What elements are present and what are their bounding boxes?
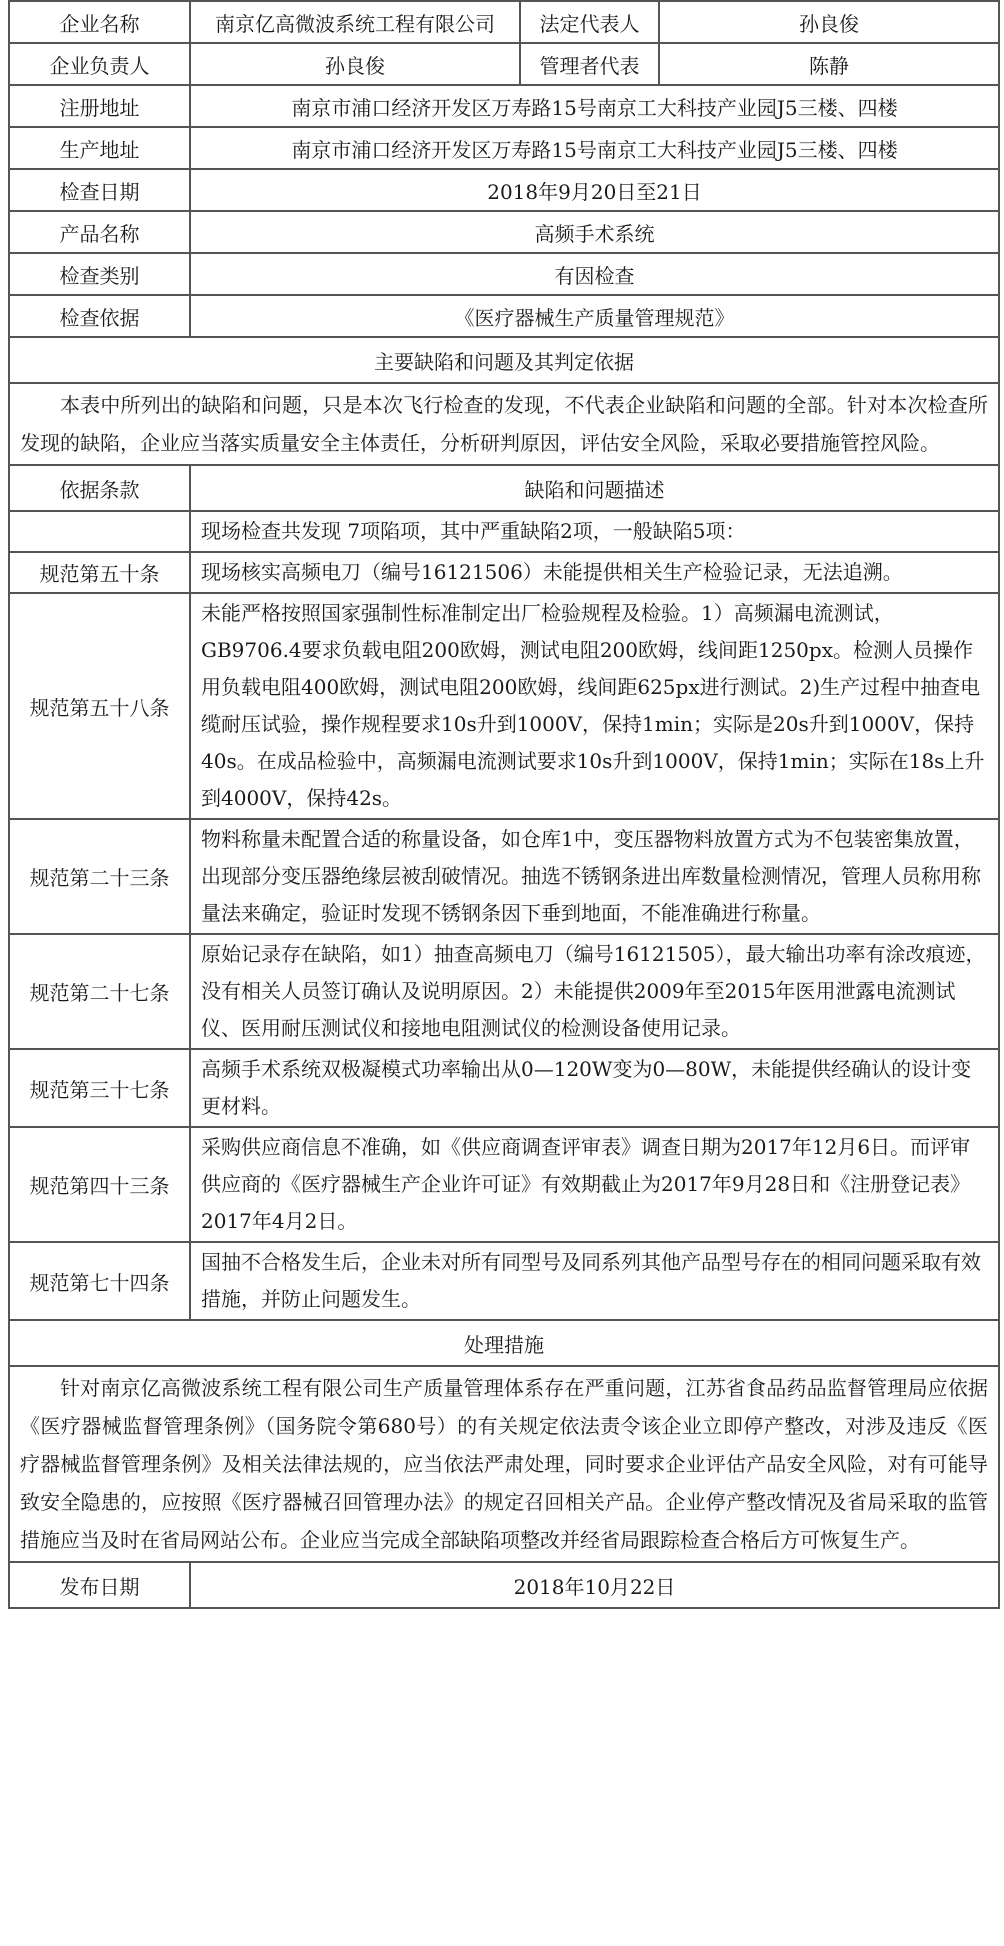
reg-address-label: 注册地址	[9, 85, 190, 127]
table-row	[9, 593, 999, 819]
defect-clause: 规范第二十七条	[9, 934, 190, 1049]
row-defects-summary	[9, 511, 999, 552]
inspection-type-label: 检查类别	[9, 253, 190, 295]
defect-clause: 规范第三十七条	[9, 1049, 190, 1127]
defect-description: 原始记录存在缺陷，如1）抽查高频电刀（编号16121505），最大输出功率有涂改痕迹，没有相关人员签订确认及说明原因。2）未能提供2009年至2015年医用泄露电流测试仪、医用耐压测试仪和接地电阻测试仪的检测设备使用记录。	[190, 934, 999, 1049]
product-value: 高频手术系统	[190, 211, 999, 253]
row-company	[9, 1, 999, 43]
col-header-clause: 依据条款	[9, 465, 190, 511]
row-defects-title	[9, 337, 999, 383]
row-defects-header	[9, 465, 999, 511]
table-row	[9, 1049, 999, 1127]
row-inspection-basis	[9, 295, 999, 337]
defect-clause: 规范第四十三条	[9, 1127, 190, 1242]
defects-intro-text: 本表中所列出的缺陷和问题，只是本次飞行检查的发现，不代表企业缺陷和问题的全部。针对本次检查所发现的缺陷，企业应当落实质量安全主体责任，分析研判原因，评估安全风险，采取必要措施管控风险。	[20, 393, 988, 455]
measures-title: 处理措施	[9, 1320, 999, 1366]
row-principal	[9, 43, 999, 85]
row-measures-title	[9, 1320, 999, 1366]
inspection-basis-label: 检查依据	[9, 295, 190, 337]
company-value: 南京亿高微波系统工程有限公司	[190, 1, 520, 43]
legal-rep-value: 孙良俊	[659, 1, 999, 43]
defects-section-title: 主要缺陷和问题及其判定依据	[9, 337, 999, 383]
mgmt-rep-value: 陈静	[659, 43, 999, 85]
principal-value: 孙良俊	[190, 43, 520, 85]
defect-clause: 规范第二十三条	[9, 819, 190, 934]
prod-address-label: 生产地址	[9, 127, 190, 169]
company-label: 企业名称	[9, 1, 190, 43]
defect-description: 物料称量未配置合适的称量设备，如仓库1中，变压器物料放置方式为不包装密集放置，出现部分变压器绝缘层被刮破情况。抽选不锈钢条进出库数量检测情况，管理人员称用称量法来确定，验证时发现不锈钢条因下垂到地面，不能准确进行称量。	[190, 819, 999, 934]
row-inspection-type	[9, 253, 999, 295]
inspection-date-value: 2018年9月20日至21日	[190, 169, 999, 211]
publish-date-value: 2018年10月22日	[190, 1562, 999, 1608]
row-publish-date	[9, 1562, 999, 1608]
prod-address-value: 南京市浦口经济开发区万寿路15号南京工大科技产业园J5三楼、四楼	[190, 127, 999, 169]
defect-description: 高频手术系统双极凝模式功率输出从0—120W变为0—80W，未能提供经确认的设计变更材料。	[190, 1049, 999, 1127]
inspection-basis-value: 《医疗器械生产质量管理规范》	[190, 295, 999, 337]
reg-address-value: 南京市浦口经济开发区万寿路15号南京工大科技产业园J5三楼、四楼	[190, 85, 999, 127]
defect-description: 国抽不合格发生后，企业未对所有同型号及同系列其他产品型号存在的相同问题采取有效措施，并防止问题发生。	[190, 1242, 999, 1320]
inspection-report-table	[8, 0, 1000, 1609]
table-row	[9, 1127, 999, 1242]
defect-description: 未能严格按照国家强制性标准制定出厂检验规程及检验。1）高频漏电流测试，GB9706.4要求负载电阻200欧姆，测试电阻200欧姆，线间距1250px。检测人员操作用负载电阻400欧姆，测试电阻200欧姆，线间距625px进行测试。2)生产过程中抽查电缆耐压试验，操作规程要求10s升到1000V，保持1min；实际是20s升到1000V，保持40s。在成品检验中，高频漏电流测试要求10s升到1000V，保持1min；实际在18s上升到4000V，保持42s。	[190, 593, 999, 819]
row-defects-intro	[9, 383, 999, 465]
row-product	[9, 211, 999, 253]
inspection-date-label: 检查日期	[9, 169, 190, 211]
col-header-description: 缺陷和问题描述	[190, 465, 999, 511]
row-reg-address	[9, 85, 999, 127]
defect-clause: 规范第五十八条	[9, 593, 190, 819]
defect-description: 采购供应商信息不准确，如《供应商调查评审表》调查日期为2017年12月6日。而评审供应商的《医疗器械生产企业许可证》有效期截止为2017年9月28日和《注册登记表》2017年4月2日。	[190, 1127, 999, 1242]
defect-clause: 规范第七十四条	[9, 1242, 190, 1320]
measures-cell	[9, 1366, 999, 1562]
summary-clause-cell	[9, 511, 190, 552]
legal-rep-label: 法定代表人	[520, 1, 659, 43]
principal-label: 企业负责人	[9, 43, 190, 85]
inspection-type-value: 有因检查	[190, 253, 999, 295]
defects-intro-cell	[9, 383, 999, 465]
table-row	[9, 934, 999, 1049]
defect-clause: 规范第五十条	[9, 552, 190, 593]
product-label: 产品名称	[9, 211, 190, 253]
table-row	[9, 552, 999, 593]
table-row	[9, 819, 999, 934]
row-inspection-date	[9, 169, 999, 211]
mgmt-rep-label: 管理者代表	[520, 43, 659, 85]
defects-summary: 现场检查共发现 7项陷项，其中严重缺陷2项，一般缺陷5项：	[190, 511, 999, 552]
table-row	[9, 1242, 999, 1320]
row-prod-address	[9, 127, 999, 169]
publish-date-label: 发布日期	[9, 1562, 190, 1608]
row-measures-text	[9, 1366, 999, 1562]
defect-description: 现场核实高频电刀（编号16121506）未能提供相关生产检验记录，无法追溯。	[190, 552, 999, 593]
measures-text: 针对南京亿高微波系统工程有限公司生产质量管理体系存在严重问题，江苏省食品药品监督管理局应依据《医疗器械监督管理条例》（国务院令第680号）的有关规定依法责令该企业立即停产整改，对涉及违反《医疗器械监督管理条例》及相关法律法规的，应当依法严肃处理，同时要求企业评估产品安全风险，对有可能导致安全隐患的，应按照《医疗器械召回管理办法》的规定召回相关产品。企业停产整改情况及省局采取的监管措施应当及时在省局网站公布。企业应当完成全部缺陷项整改并经省局跟踪检查合格后方可恢复生产。	[20, 1376, 988, 1552]
